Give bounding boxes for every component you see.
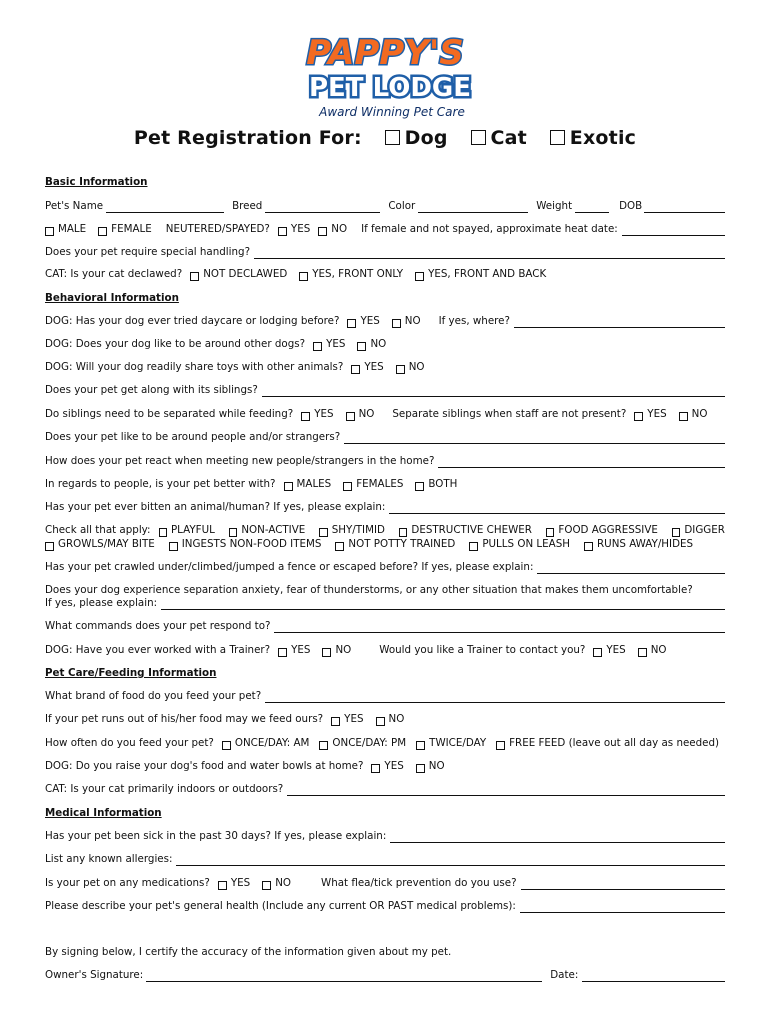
twice-checkbox[interactable] <box>416 741 425 750</box>
female-label: FEMALE <box>111 223 152 235</box>
exotic-checkbox[interactable] <box>550 130 565 145</box>
section-medical-heading: Medical Information <box>45 807 162 819</box>
logo-line1: PAPPY'S <box>306 33 464 73</box>
neutered-label: NEUTERED/SPAYED? <box>165 223 270 235</box>
females-label: FEMALES <box>356 478 404 490</box>
daycare-yes-checkbox[interactable] <box>347 319 356 328</box>
trainer-contact-label: Would you like a Trainer to contact you? <box>379 644 586 656</box>
trait-growls: GROWLS/MAY BITE <box>58 538 155 550</box>
trait-checkbox[interactable] <box>399 528 407 537</box>
trainer-no-label: NO <box>335 644 352 656</box>
not-declawed-checkbox[interactable] <box>190 272 199 281</box>
trainer-contact-no-label: NO <box>650 644 667 656</box>
bitten-field[interactable] <box>389 503 725 514</box>
neutered-yes-checkbox[interactable] <box>278 227 287 236</box>
siblings-feeding-yes-checkbox[interactable] <box>301 412 310 421</box>
trait-digger: DIGGER <box>684 524 725 536</box>
allergies-label: List any known allergies: <box>45 853 173 865</box>
flea-field[interactable] <box>521 879 725 890</box>
date-field[interactable] <box>582 971 725 982</box>
trait-checkbox[interactable] <box>229 528 237 537</box>
special-handling-label: Does your pet require special handling? <box>45 246 251 258</box>
anxiety-explain-label: If yes, please explain: <box>45 597 158 609</box>
other-dogs-label: DOG: Does your dog like to be around other dogs? <box>45 338 306 350</box>
siblings-field[interactable] <box>262 386 725 397</box>
owner-signature-label: Owner's Signature: <box>45 969 144 981</box>
medications-no-checkbox[interactable] <box>262 881 271 890</box>
siblings-feeding-no-label: NO <box>358 408 375 420</box>
page-title <box>0 127 770 149</box>
breed-field[interactable] <box>265 202 380 213</box>
check-all-label: Check all that apply: <box>45 524 151 536</box>
date-label: Date: <box>550 969 579 981</box>
section-feeding-heading: Pet Care/Feeding Information <box>45 667 217 679</box>
bitten-label: Has your pet ever bitten an animal/human? If yes, please explain: <box>45 501 386 513</box>
trait-checkbox[interactable] <box>335 542 344 551</box>
male-checkbox[interactable] <box>45 227 54 236</box>
runs-out-yes-checkbox[interactable] <box>331 717 340 726</box>
people-field[interactable] <box>344 433 725 444</box>
trait-runs-away: RUNS AWAY/HIDES <box>597 538 694 550</box>
siblings-staff-yes-label: YES <box>647 408 667 420</box>
twice-label: TWICE/DAY <box>429 737 487 749</box>
if-yes-where-field[interactable] <box>514 317 725 328</box>
trait-checkbox[interactable] <box>469 542 478 551</box>
raise-bowls-yes-label: YES <box>384 760 404 772</box>
raise-bowls-yes-checkbox[interactable] <box>371 764 380 773</box>
logo-line2: PET LODGE <box>308 73 472 103</box>
option-cat-label: Cat <box>490 127 527 149</box>
pets-name-field[interactable] <box>106 202 224 213</box>
trainer-contact-no-checkbox[interactable] <box>638 648 647 657</box>
both-checkbox[interactable] <box>415 482 424 491</box>
crawled-field[interactable] <box>537 563 725 574</box>
siblings-label: Does your pet get along with its siblings? <box>45 384 258 396</box>
special-handling-field[interactable] <box>254 248 725 259</box>
once-am-label: ONCE/DAY: AM <box>234 737 310 749</box>
traits-row-1 <box>45 523 725 537</box>
daycare-yes-label: YES <box>360 315 380 327</box>
once-am-checkbox[interactable] <box>222 741 231 750</box>
trait-ingests: INGESTS NON-FOOD ITEMS <box>181 538 322 550</box>
option-cat[interactable] <box>471 127 527 149</box>
health-field[interactable] <box>520 902 725 913</box>
title-prefix: Pet Registration For: <box>133 127 362 149</box>
pappys-pet-lodge-logo <box>290 26 480 124</box>
trait-shy-timid: SHY/TIMID <box>331 524 385 536</box>
cat-checkbox[interactable] <box>471 130 486 145</box>
option-dog[interactable] <box>385 127 448 149</box>
share-toys-no-checkbox[interactable] <box>396 365 405 374</box>
yes-front-checkbox[interactable] <box>299 272 308 281</box>
both-label: BOTH <box>428 478 458 490</box>
flea-label: What flea/tick prevention do you use? <box>321 877 517 889</box>
how-often-label: How often do you feed your pet? <box>45 737 214 749</box>
trait-checkbox[interactable] <box>672 528 680 537</box>
crawled-label: Has your pet crawled under/climbed/jumped a fence or escaped before? If yes, please explain: <box>45 561 534 573</box>
commands-field[interactable] <box>274 622 725 633</box>
indoors-field[interactable] <box>287 785 725 796</box>
trainer-yes-checkbox[interactable] <box>278 648 287 657</box>
color-label: Color <box>388 200 416 212</box>
share-toys-yes-label: YES <box>364 361 384 373</box>
neutered-yes-label: YES <box>290 223 311 235</box>
allergies-field[interactable] <box>176 855 725 866</box>
weight-field[interactable] <box>575 202 609 213</box>
yes-front-back-checkbox[interactable] <box>415 272 424 281</box>
brand-label: What brand of food do you feed your pet? <box>45 690 262 702</box>
dob-field[interactable] <box>644 202 725 213</box>
daycare-label: DOG: Has your dog ever tried daycare or lodging before? <box>45 315 340 327</box>
sick-field[interactable] <box>390 832 725 843</box>
trait-not-potty: NOT POTTY TRAINED <box>348 538 456 550</box>
trait-checkbox[interactable] <box>45 542 54 551</box>
medications-yes-label: YES <box>230 877 251 889</box>
share-toys-no-label: NO <box>408 361 425 373</box>
dob-label: DOB <box>619 200 643 212</box>
runs-out-no-label: NO <box>388 713 405 725</box>
runs-out-no-checkbox[interactable] <box>376 717 385 726</box>
react-field[interactable] <box>438 457 725 468</box>
not-declawed-label: NOT DECLAWED <box>203 268 288 280</box>
trait-checkbox[interactable] <box>584 542 593 551</box>
neutered-no-label: NO <box>331 223 348 235</box>
trainer-no-checkbox[interactable] <box>322 648 331 657</box>
trait-pulls-leash: PULLS ON LEASH <box>482 538 570 550</box>
share-toys-label: DOG: Will your dog readily share toys with other animals? <box>45 361 344 373</box>
weight-label: Weight <box>536 200 573 212</box>
react-label: How does your pet react when meeting new people/strangers in the home? <box>45 455 435 467</box>
siblings-feeding-yes-label: YES <box>314 408 334 420</box>
neutered-no-checkbox[interactable] <box>318 227 327 236</box>
trait-checkbox[interactable] <box>546 528 554 537</box>
trait-non-active: NON-ACTIVE <box>241 524 306 536</box>
trainer-yes-label: YES <box>291 644 311 656</box>
certify-text: By signing below, I certify the accuracy of the information given about my pet. <box>45 946 452 958</box>
anxiety-label: Does your dog experience separation anxiety, fear of thunderstorms, or any other situation that makes them uncomfortable? <box>45 584 693 596</box>
yes-front-label: YES, FRONT ONLY <box>312 268 404 280</box>
traits-row-2 <box>45 537 725 551</box>
yes-front-back-label: YES, FRONT AND BACK <box>428 268 547 280</box>
trait-playful: PLAYFUL <box>170 524 215 536</box>
option-exotic-label: Exotic <box>569 127 637 149</box>
anxiety-explain-field[interactable] <box>161 599 725 610</box>
section-basic-heading: Basic Information <box>45 176 148 188</box>
once-pm-label: ONCE/DAY: PM <box>332 737 407 749</box>
runs-out-yes-label: YES <box>344 713 364 725</box>
once-pm-checkbox[interactable] <box>319 741 328 750</box>
free-feed-checkbox[interactable] <box>496 741 505 750</box>
other-dogs-yes-checkbox[interactable] <box>313 342 322 351</box>
heat-date-field[interactable] <box>622 225 725 236</box>
if-yes-where-label: If yes, where? <box>438 315 510 327</box>
runs-out-label: If your pet runs out of his/her food may we feed ours? <box>45 713 324 725</box>
dog-checkbox[interactable] <box>385 130 400 145</box>
daycare-no-label: NO <box>404 315 421 327</box>
females-checkbox[interactable] <box>343 482 352 491</box>
basic-row-2 <box>45 222 725 236</box>
siblings-staff-label: Separate siblings when staff are not present? <box>392 408 627 420</box>
better-with-label: In regards to people, is your pet better with? <box>45 478 276 490</box>
sick-label: Has your pet been sick in the past 30 days? If yes, please explain: <box>45 830 387 842</box>
medications-no-label: NO <box>275 877 292 889</box>
trait-destructive-chewer: DESTRUCTIVE CHEWER <box>411 524 532 536</box>
color-field[interactable] <box>418 202 528 213</box>
siblings-staff-no-checkbox[interactable] <box>679 412 688 421</box>
other-dogs-no-label: NO <box>370 338 387 350</box>
trait-checkbox[interactable] <box>169 542 178 551</box>
trainer-contact-yes-checkbox[interactable] <box>593 648 602 657</box>
trait-food-aggressive: FOOD AGGRESSIVE <box>558 524 658 536</box>
free-feed-label: FREE FEED (leave out all day as needed) <box>509 737 720 749</box>
option-dog-label: Dog <box>404 127 448 149</box>
siblings-staff-yes-checkbox[interactable] <box>634 412 643 421</box>
male-label: MALE <box>58 223 87 235</box>
share-toys-yes-checkbox[interactable] <box>351 365 360 374</box>
siblings-staff-no-label: NO <box>691 408 708 420</box>
trainer-contact-yes-label: YES <box>606 644 626 656</box>
daycare-no-checkbox[interactable] <box>392 319 401 328</box>
logo-tagline: Award Winning Pet Care <box>319 105 465 119</box>
medications-label: Is your pet on any medications? <box>45 877 210 889</box>
trait-checkbox[interactable] <box>159 528 167 537</box>
option-exotic[interactable] <box>550 127 636 149</box>
cat-declawed-label: CAT: Is your cat declawed? <box>45 268 183 280</box>
brand-field[interactable] <box>265 692 725 703</box>
males-label: MALES <box>296 478 332 490</box>
female-checkbox[interactable] <box>98 227 107 236</box>
heat-date-label: If female and not spayed, approximate heat date: <box>361 223 618 235</box>
health-label: Please describe your pet's general health (Include any current OR PAST medical problems): <box>45 900 516 912</box>
other-dogs-yes-label: YES <box>326 338 346 350</box>
raise-bowls-label: DOG: Do you raise your dog's food and water bowls at home? <box>45 760 364 772</box>
indoors-label: CAT: Is your cat primarily indoors or outdoors? <box>45 783 284 795</box>
owner-signature-field[interactable] <box>146 971 542 982</box>
pets-name-label: Pet's Name <box>45 200 104 212</box>
raise-bowls-no-checkbox[interactable] <box>416 764 425 773</box>
people-label: Does your pet like to be around people and/or strangers? <box>45 431 341 443</box>
other-dogs-no-checkbox[interactable] <box>357 342 366 351</box>
breed-label: Breed <box>232 200 263 212</box>
basic-row-1 <box>45 199 725 213</box>
trait-checkbox[interactable] <box>319 528 327 537</box>
raise-bowls-no-label: NO <box>428 760 445 772</box>
siblings-feeding-no-checkbox[interactable] <box>346 412 355 421</box>
siblings-feeding-label: Do siblings need to be separated while feeding? <box>45 408 294 420</box>
trainer-label: DOG: Have you ever worked with a Trainer? <box>45 644 271 656</box>
medications-yes-checkbox[interactable] <box>218 881 227 890</box>
section-behavioral-heading: Behavioral Information <box>45 292 179 304</box>
commands-label: What commands does your pet respond to? <box>45 620 271 632</box>
males-checkbox[interactable] <box>284 482 293 491</box>
